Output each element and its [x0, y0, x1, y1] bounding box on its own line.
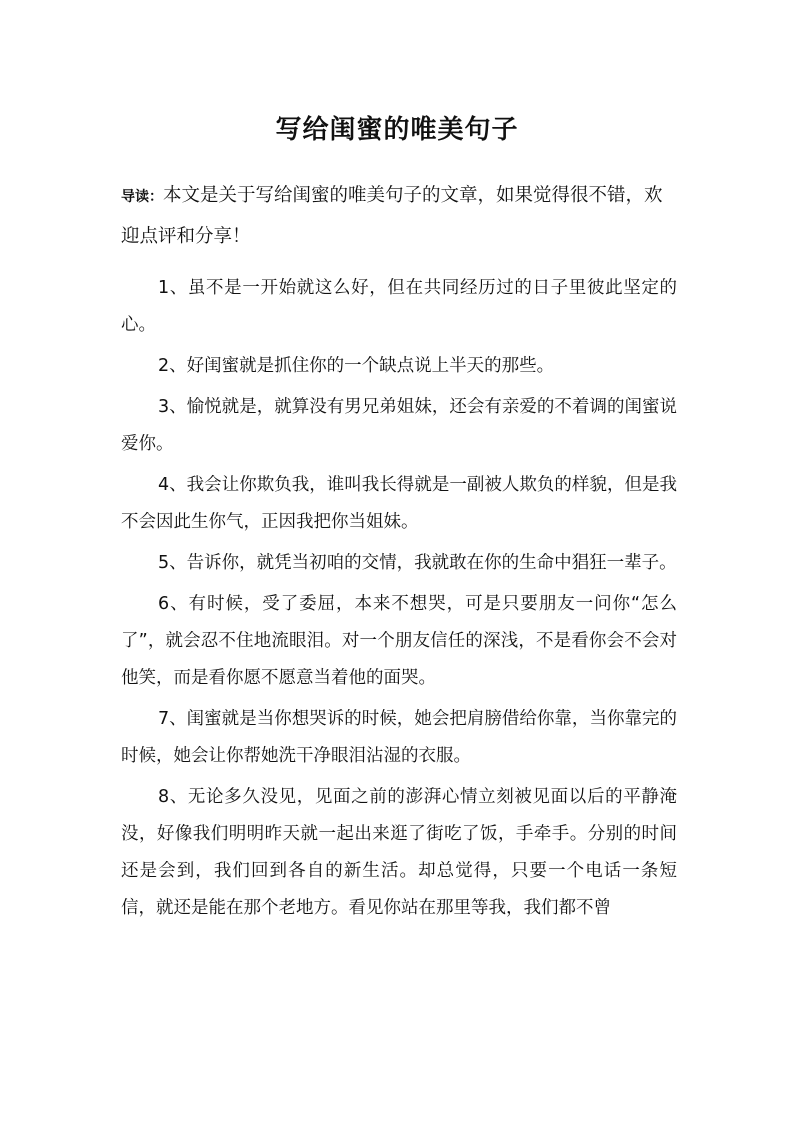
- intro-label: 导读：: [121, 189, 163, 205]
- list-item: 8、无论多久没见，见面之前的澎湃心情立刻被见面以后的平静淹没，好像我们明明昨天就一起出来逛了街吃了饭，手牵手。分别的时间还是会到，我们回到各自的新生活。却总觉得，只要一个电话一条短信，就还是能在那个老地方。看见你站在那里等我，我们都不曾: [121, 787, 677, 918]
- intro-text: 本文是关于写给闺蜜的唯美句子的文章，如果觉得很不错，欢迎点评和分享！: [121, 185, 663, 247]
- list-item: 7、闺蜜就是当你想哭诉的时候，她会把肩膀借给你靠，当你靠完的时候，她会让你帮她洗干净眼泪沾湿的衣服。: [121, 709, 677, 766]
- list-item: 5、告诉你，就凭当初咱的交情，我就敢在你的生命中猖狂一辈子。: [158, 553, 677, 573]
- intro-paragraph: [121, 176, 677, 257]
- list-item: 4、我会让你欺负我，谁叫我长得就是一副被人欺负的样貌，但是我不会因此生你气，正因我把你当姐妹。: [121, 475, 677, 532]
- list-item: 3、愉悦就是，就算没有男兄弟姐妹，还会有亲爱的不着调的闺蜜说爱你。: [121, 397, 677, 454]
- list-item: 2、好闺蜜就是抓住你的一个缺点说上半天的那些。: [158, 356, 555, 376]
- list-item: 6、有时候，受了委屈，本来不想哭，可是只要朋友一问你“怎么了”，就会忍不住地流眼泪。对一个朋友信任的深浅，不是看你会不会对他笑，而是看你愿不愿意当着他的面哭。: [121, 594, 677, 688]
- document-title: 写给闺蜜的唯美句子: [275, 115, 519, 145]
- list-item: 1、虽不是一开始就这么好，但在共同经历过的日子里彼此坚定的心。: [121, 278, 677, 335]
- sentence-list: [121, 270, 677, 931]
